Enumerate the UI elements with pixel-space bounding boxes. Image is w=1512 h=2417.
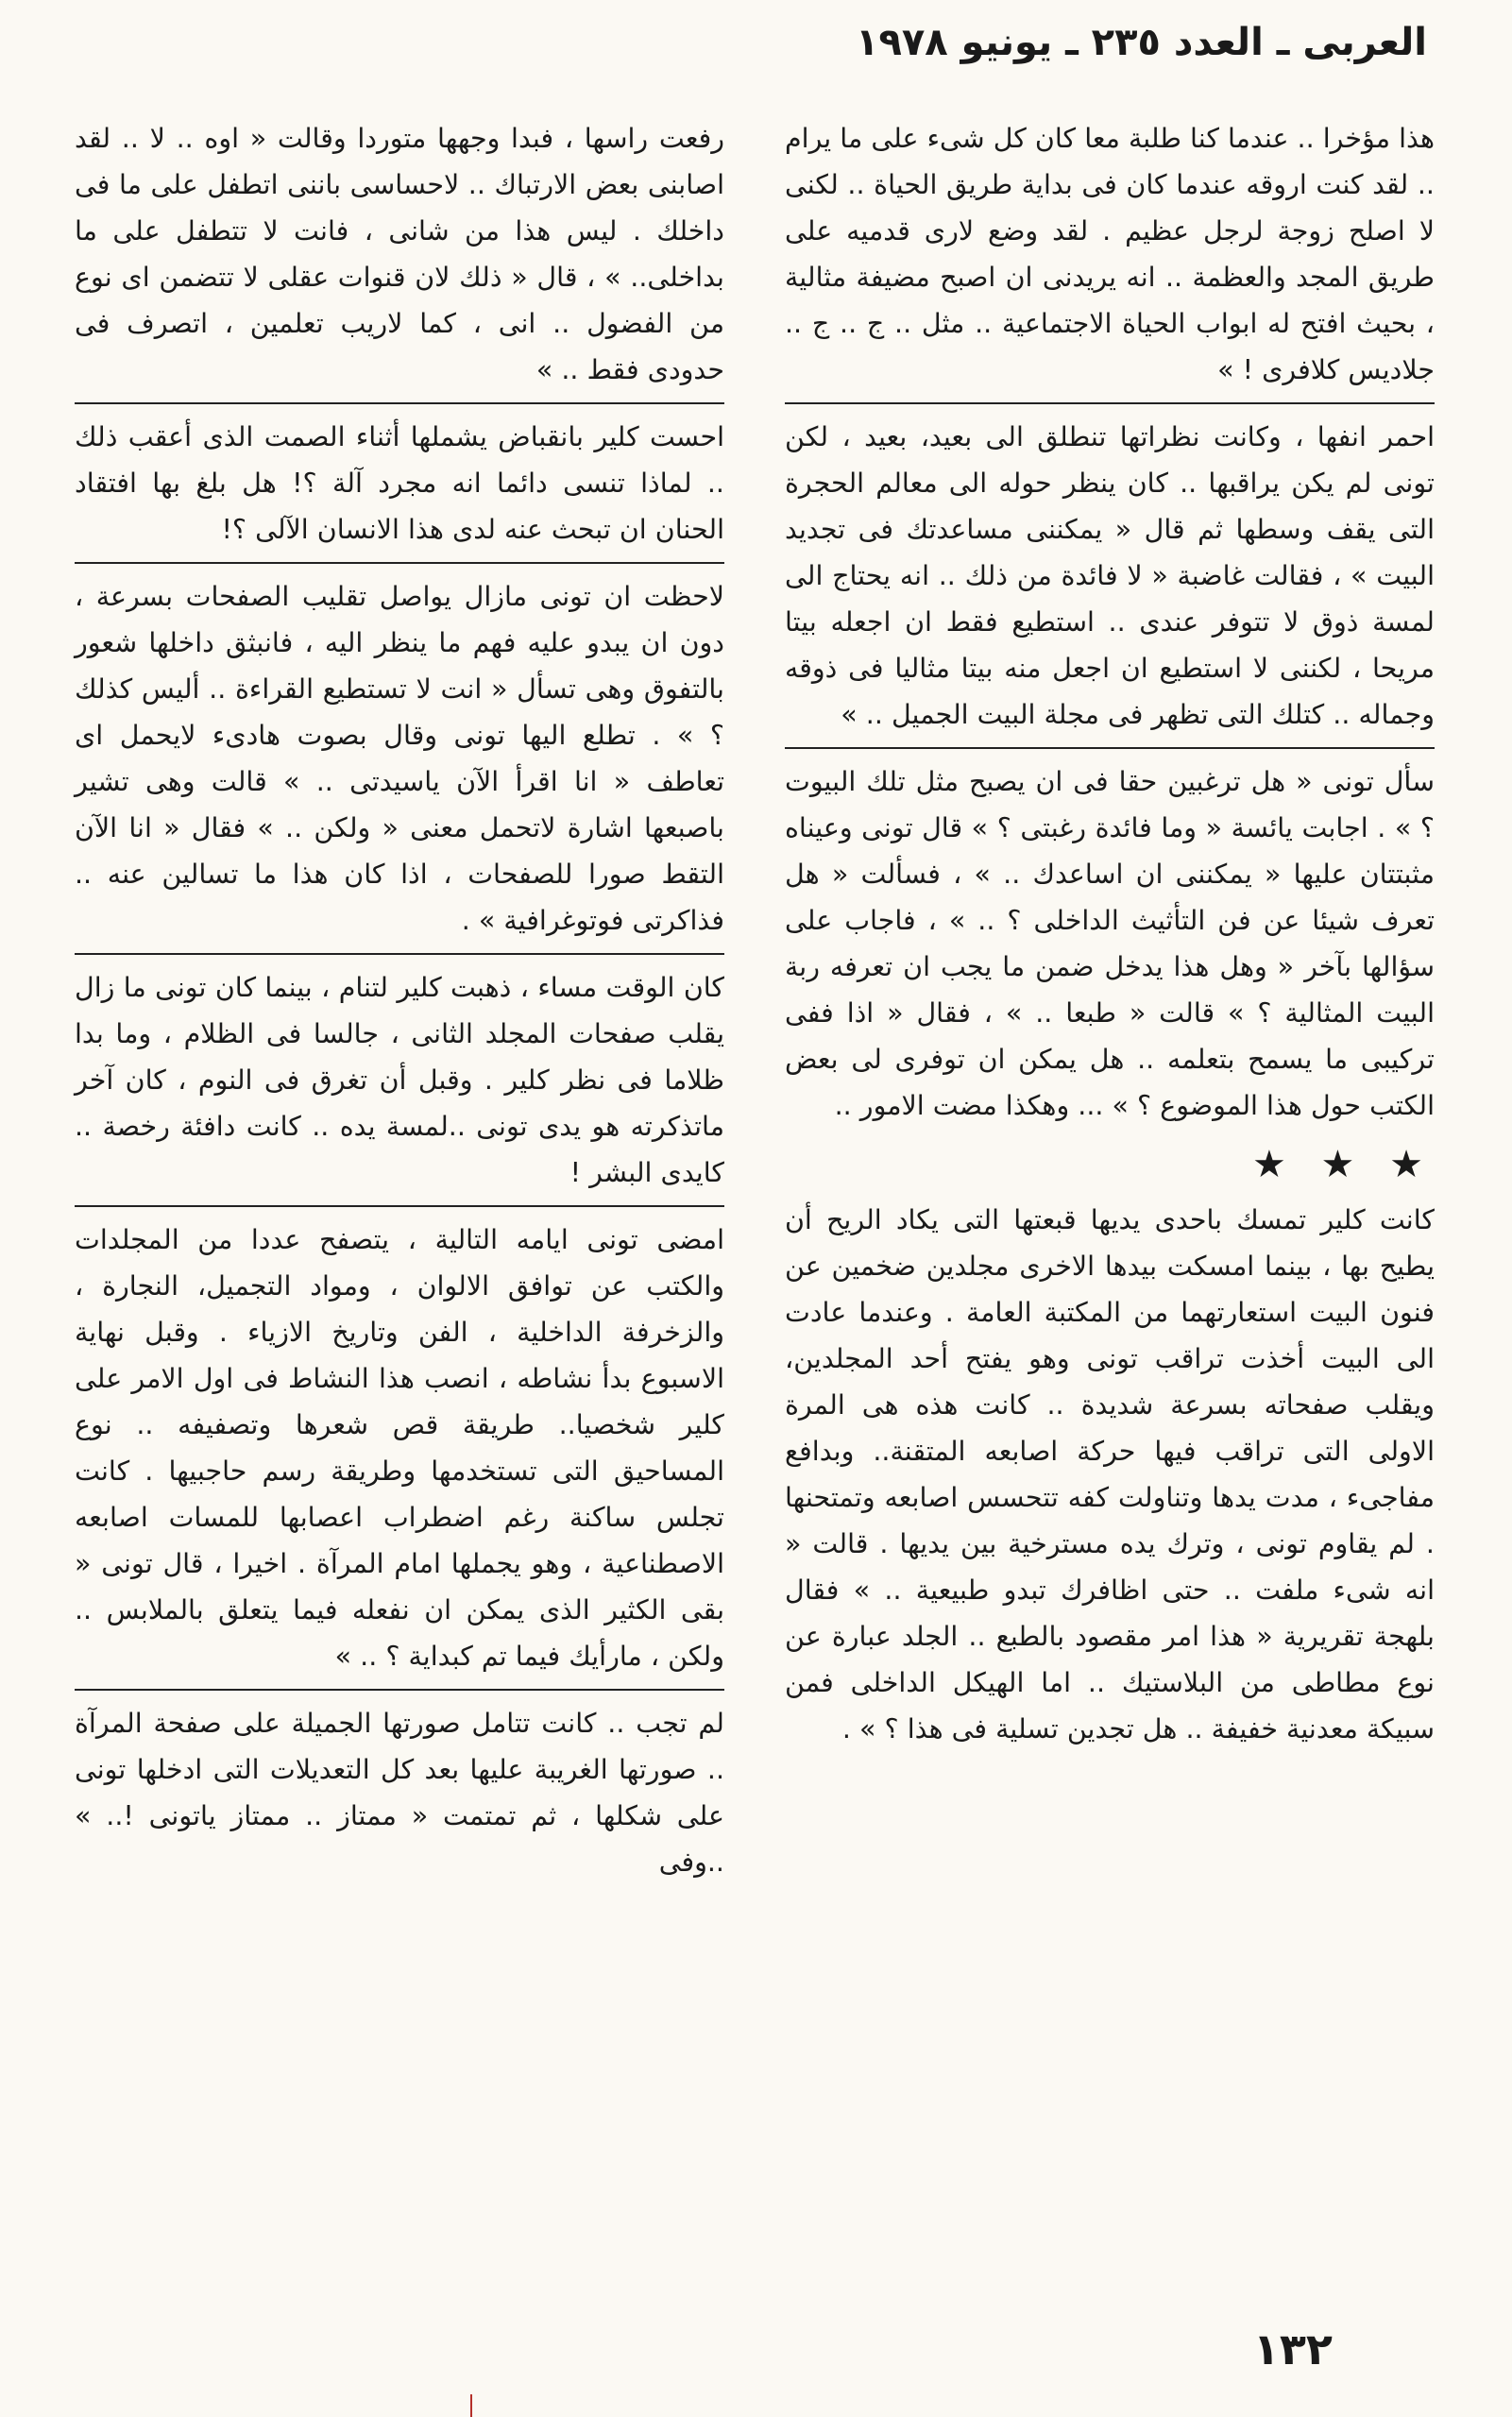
paragraph-divider <box>785 747 1435 749</box>
scan-mark <box>470 2394 472 2417</box>
page-number: ١٣٢ <box>1252 2323 1333 2374</box>
paragraph: رفعت راسها ، فبدا وجهها متوردا وقالت « اوه .. لا .. لقد اصابنى بعض الارتباك .. لاحساسى باننى اتطفل على ما فى داخلك . ليس هذا من شانى ، فانت لا تتطفل على ما بداخلى.. » ، قال « ذلك لان قنوات عقلى لا تتضمن اى نوع من الفضول .. انى ، كما لاريب تعلمين ، اتصرف فى حدودى فقط .. » <box>75 123 724 385</box>
paragraph: كان الوقت مساء ، ذهبت كلير لتنام ، بينما كان تونى ما زال يقلب صفحات المجلد الثانى ، جالسا فى الظلام ، وما بدا ظلاما فى نظر كلير . وقبل أن تغرق فى النوم ، كان آخر ماتذكرته هو يدى تونى ..لمسة يده .. كانت دافئة رخصة .. كايدى البشر ! <box>75 972 724 1188</box>
paragraph: امضى تونى ايامه التالية ، يتصفح عددا من المجلدات والكتب عن توافق الالوان ، ومواد التجميل، النجارة ، والزخرفة الداخلية ، الفن وتاريخ الازياء . وقبل نهاية الاسبوع بدأ نشاطه ، انصب هذا النشاط فى اول الامر على كلير شخصيا.. طريقة قص شعرها وتصفيفه .. نوع المساحيق التى تستخدمها وطريقة رسم حاجبيها . كانت تجلس ساكنة رغم اضطراب اعصابها للمسات اصابعه الاصطناعية ، وهو يجملها امام المرآة . اخيرا ، قال تونى « بقى الكثير الذى يمكن ان نفعله فيما يتعلق بالملابس .. ولكن ، مارأيك فيما تم كبداية ؟ .. » <box>75 1224 724 1672</box>
paragraph: لاحظت ان تونى مازال يواصل تقليب الصفحات بسرعة ، دون ان يبدو عليه فهم ما ينظر اليه ، فانبثق داخلها شعور بالتفوق وهى تسأل « انت لا تستطيع القراءة .. أليس كذلك ؟ » . تطلع اليها تونى وقال بصوت هادىء لايحمل اى تعاطف « انا اقرأ الآن ياسيدتى .. » قالت وهى تشير باصبعها اشارة لاتحمل معنى « ولكن .. » فقال « انا الآن التقط صورا للصفحات ، اذا كان هذا ما تسالين عنه .. فذاكرتى فوتوغرافية » . <box>75 581 724 936</box>
paragraph: سأل تونى « هل ترغبين حقا فى ان يصبح مثل تلك البيوت ؟ » . اجابت يائسة « وما فائدة رغبتى ؟ » قال تونى وعيناه مثبتتان عليها « يمكننى ان اساعدك .. » ، فسألت « هل تعرف شيئا عن فن التأثيث الداخلى ؟ .. » ، فاجاب على سؤالها بآخر « وهل هذا يدخل ضمن ما يجب ان تعرفه ربة البيت المثالية ؟ » قالت « طبعا .. » ، فقال « اذا ففى تركيبى ما يسمح بتعلمه .. هل يمكن ان توفرى لى بعض الكتب حول هذا الموضوع ؟ » ... وهكذا مضت الامور .. <box>785 766 1435 1121</box>
paragraph: كانت كلير تمسك باحدى يديها قبعتها التى يكاد الريح أن يطيح بها ، بينما امسكت بيدها الاخرى مجلدين ضخمين عن فنون البيت استعارتهما من المكتبة العامة . وعندما عادت الى البيت أخذت تراقب تونى وهو يفتح أحد المجلدين، ويقلب صفحاته بسرعة شديدة .. كانت هذه هى المرة الاولى التى تراقب فيها حركة اصابعه المتقنة.. وبدافع مفاجىء ، مدت يدها وتناولت كفه تتحسس اصابعه وتمتحنها . لم يقاوم تونى ، وترك يده مسترخية بين يديها . قالت « انه شىء ملفت .. حتى اظافرك تبدو طبيعية .. » فقال بلهجة تقريرية « هذا امر مقصود بالطبع .. الجلد عبارة عن نوع مطاطى من البلاستيك .. اما الهيكل الداخلى فمن سبيكة معدنية خفيفة .. هل تجدين تسلية فى هذا ؟ » . <box>785 1204 1435 1745</box>
paragraph-divider <box>75 1689 724 1691</box>
paragraph-divider <box>785 402 1435 404</box>
paragraph: احست كلير بانقباض يشملها أثناء الصمت الذى أعقب ذلك .. لماذا تنسى دائما انه مجرد آلة ؟! هل بلغ بها افتقاد الحنان ان تبحث عنه لدى هذا الانسان الآلى ؟! <box>75 421 724 545</box>
left-column <box>75 115 724 1895</box>
paragraph-divider <box>75 562 724 564</box>
section-separator-stars: ★ ★ ★ <box>1251 1143 1435 1186</box>
paragraph: لم تجب .. كانت تتامل صورتها الجميلة على صفحة المرآة .. صورتها الغريبة عليها بعد كل التعديلات التى ادخلها تونى على شكلها ، ثم تمتمت « ممتاز .. ممتاز ياتونى !.. » ..وفى <box>75 1708 724 1878</box>
right-column <box>785 115 1435 1762</box>
paragraph-divider <box>75 953 724 955</box>
running-header: العربى ـ العدد ٢٣٥ ـ يونيو ١٩٧٨ <box>856 21 1427 64</box>
paragraph: احمر انفها ، وكانت نظراتها تنطلق الى بعيد، بعيد ، لكن تونى لم يكن يراقبها .. كان ينظر حوله الى معالم الحجرة التى يقف وسطها ثم قال « يمكننى مساعدتك فى تجديد البيت » ، فقالت غاضبة « لا فائدة من ذلك .. انه يحتاج الى لمسة ذوق لا تتوفر عندى .. استطيع فقط ان اجعله بيتا مريحا ، لكننى لا استطيع ان اجعل منه بيتا مثاليا فى ذوقه وجماله .. كتلك التى تظهر فى مجلة البيت الجميل .. » <box>785 421 1435 730</box>
paragraph: هذا مؤخرا .. عندما كنا طلبة معا كان كل شىء على ما يرام .. لقد كنت اروقه عندما كان فى بداية طريق الحياة .. لكنى لا اصلح زوجة لرجل عظيم . لقد وضع لارى قدميه على طريق المجد والعظمة .. انه يريدنى ان اصبح مضيفة مثالية ، بحيث افتح له ابواب الحياة الاجتماعية .. مثل .. ج .. ج .. جلاديس كلافرى ! » <box>785 123 1435 385</box>
paragraph-divider <box>75 402 724 404</box>
paragraph-divider <box>75 1205 724 1207</box>
